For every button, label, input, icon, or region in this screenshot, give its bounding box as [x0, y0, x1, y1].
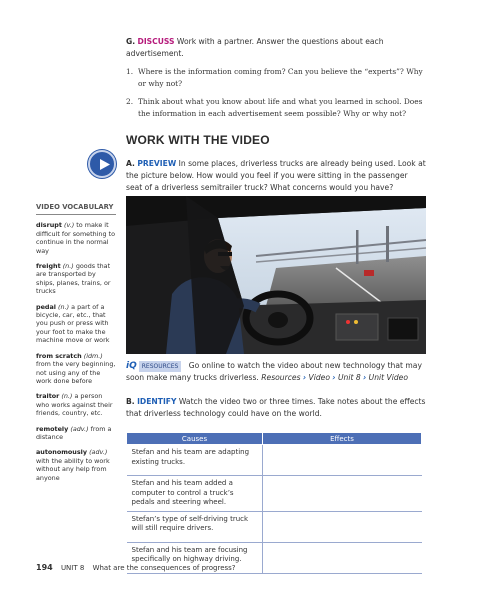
- vocab-pos: (n.): [62, 262, 74, 271]
- path-video[interactable]: Video: [308, 373, 330, 382]
- vocab-entry: [36, 262, 116, 296]
- table-header-row: [127, 433, 422, 445]
- video-vocabulary: [36, 203, 116, 489]
- discuss-tag: DISCUSS: [137, 37, 175, 46]
- page-number: 194: [36, 563, 53, 572]
- vocab-definition: goods that are transported by ships, planes, trains, or trucks: [36, 262, 111, 296]
- vocab-entry: [36, 392, 116, 417]
- effect-cell[interactable]: [263, 511, 422, 542]
- question-number: 2.: [126, 97, 134, 106]
- question-item: [126, 96, 426, 120]
- cause-cell: Stefan and his team are focusing specifically on highway driving.: [127, 542, 263, 573]
- chevron-right-icon: ›: [302, 373, 307, 382]
- question-list: [126, 66, 426, 120]
- effect-cell[interactable]: [263, 542, 422, 573]
- vocab-term: autonomously: [36, 448, 88, 457]
- vocab-pos: (adv.): [70, 424, 89, 433]
- identify-tag: IDENTIFY: [137, 397, 177, 406]
- cause-cell: Stefan’s type of self-driving truck will still require drivers.: [127, 511, 263, 542]
- vocab-term: traitor: [36, 392, 60, 401]
- vocab-definition: a person who works against their friends, country, etc.: [36, 392, 113, 418]
- vocab-term: pedal: [36, 302, 56, 311]
- effect-cell[interactable]: [263, 476, 422, 512]
- vocab-entry: [36, 352, 116, 386]
- vocab-pos: (idm.): [83, 351, 103, 360]
- vocabulary-title: VIDEO VOCABULARY: [36, 203, 116, 215]
- discuss-text: Work with a partner. Answer the questions about each advertisement.: [126, 37, 384, 58]
- vocab-pos: (adv.): [89, 448, 108, 457]
- discuss-letter: G.: [126, 37, 136, 46]
- question-text: Think about what you know about life and what you learned in school. Does the information in each advertisement seem possible? Why or why not?: [138, 97, 423, 118]
- vocab-definition: with the ability to work without any help from anyone: [36, 456, 110, 482]
- question-number: 1.: [126, 67, 134, 76]
- vocab-entry: [36, 303, 116, 345]
- causes-effects-table: [126, 432, 422, 574]
- vocab-term: freight: [36, 262, 61, 271]
- cause-cell: Stefan and his team added a computer to control a truck’s pedals and steering wheel.: [127, 476, 263, 512]
- discuss-instruction: [126, 36, 426, 60]
- preview-tag: PREVIEW: [137, 159, 177, 168]
- preview-section: [126, 158, 426, 194]
- vocab-term: remotely: [36, 424, 69, 433]
- play-icon: [98, 158, 111, 171]
- vocab-entry: [36, 221, 116, 255]
- video-play-button[interactable]: [88, 150, 116, 178]
- vocab-definition: to make it difficult for something to continue in the normal way: [36, 221, 115, 255]
- iq-text: Go online to watch the video about new technology that may soon make many trucks driverless.: [126, 361, 422, 382]
- vocab-pos: (v.): [63, 221, 75, 230]
- table-row: [127, 476, 422, 512]
- truck-cab-photo: [126, 196, 426, 354]
- vocab-term: disrupt: [36, 221, 62, 230]
- effects-header: Effects: [263, 433, 422, 445]
- identify-text: Watch the video two or three times. Take notes about the effects that driverless technology could have on the world.: [126, 397, 426, 418]
- vocab-definition: from a distance: [36, 424, 112, 441]
- vocab-pos: (n.): [61, 392, 73, 401]
- resources-badge: RESOURCES: [139, 361, 182, 372]
- vocab-definition: from the very beginning, not using any of the work done before: [36, 360, 116, 385]
- vocab-term: from scratch: [36, 351, 82, 360]
- question-item: [126, 66, 426, 90]
- iq-logo: iQ: [126, 361, 137, 371]
- question-text: Where is the information coming from? Can you believe the “experts”? Why or why not?: [138, 67, 423, 88]
- vocab-entry: [36, 425, 116, 442]
- preview-letter: A.: [126, 159, 135, 168]
- iq-resources: [126, 360, 426, 384]
- vocab-entry: [36, 448, 116, 482]
- section-heading: WORK WITH THE VIDEO: [126, 133, 270, 147]
- cause-cell: Stefan and his team are adapting existing trucks.: [127, 445, 263, 476]
- identify-section: [126, 396, 426, 420]
- unit-question: What are the consequences of progress?: [92, 564, 236, 572]
- vocab-definition: a part of a bicycle, car, etc., that you push or press with your foot to make the machine move or work: [36, 302, 110, 345]
- table-row: [127, 511, 422, 542]
- identify-letter: B.: [126, 397, 135, 406]
- unit-label: UNIT 8: [60, 564, 85, 572]
- path-unit[interactable]: Unit 8: [337, 373, 361, 382]
- preview-text: In some places, driverless trucks are already being used. Look at the picture below. How would you feel if you were sitting in the passenger seat of a driverless semitrailer truck? What concerns would you have?: [126, 159, 426, 192]
- path-resources[interactable]: Resources: [261, 373, 301, 382]
- causes-header: Causes: [127, 433, 263, 445]
- chevron-right-icon: ›: [363, 373, 367, 382]
- discuss-section: [126, 36, 426, 126]
- effect-cell[interactable]: [263, 445, 422, 476]
- path-unit-video[interactable]: Unit Video: [368, 373, 408, 382]
- resource-path[interactable]: [261, 373, 408, 382]
- page-footer: [36, 563, 236, 572]
- table-row: [127, 445, 422, 476]
- chevron-right-icon: ›: [332, 373, 336, 382]
- driver-illustration: [126, 196, 426, 354]
- vocab-pos: (n.): [58, 302, 70, 311]
